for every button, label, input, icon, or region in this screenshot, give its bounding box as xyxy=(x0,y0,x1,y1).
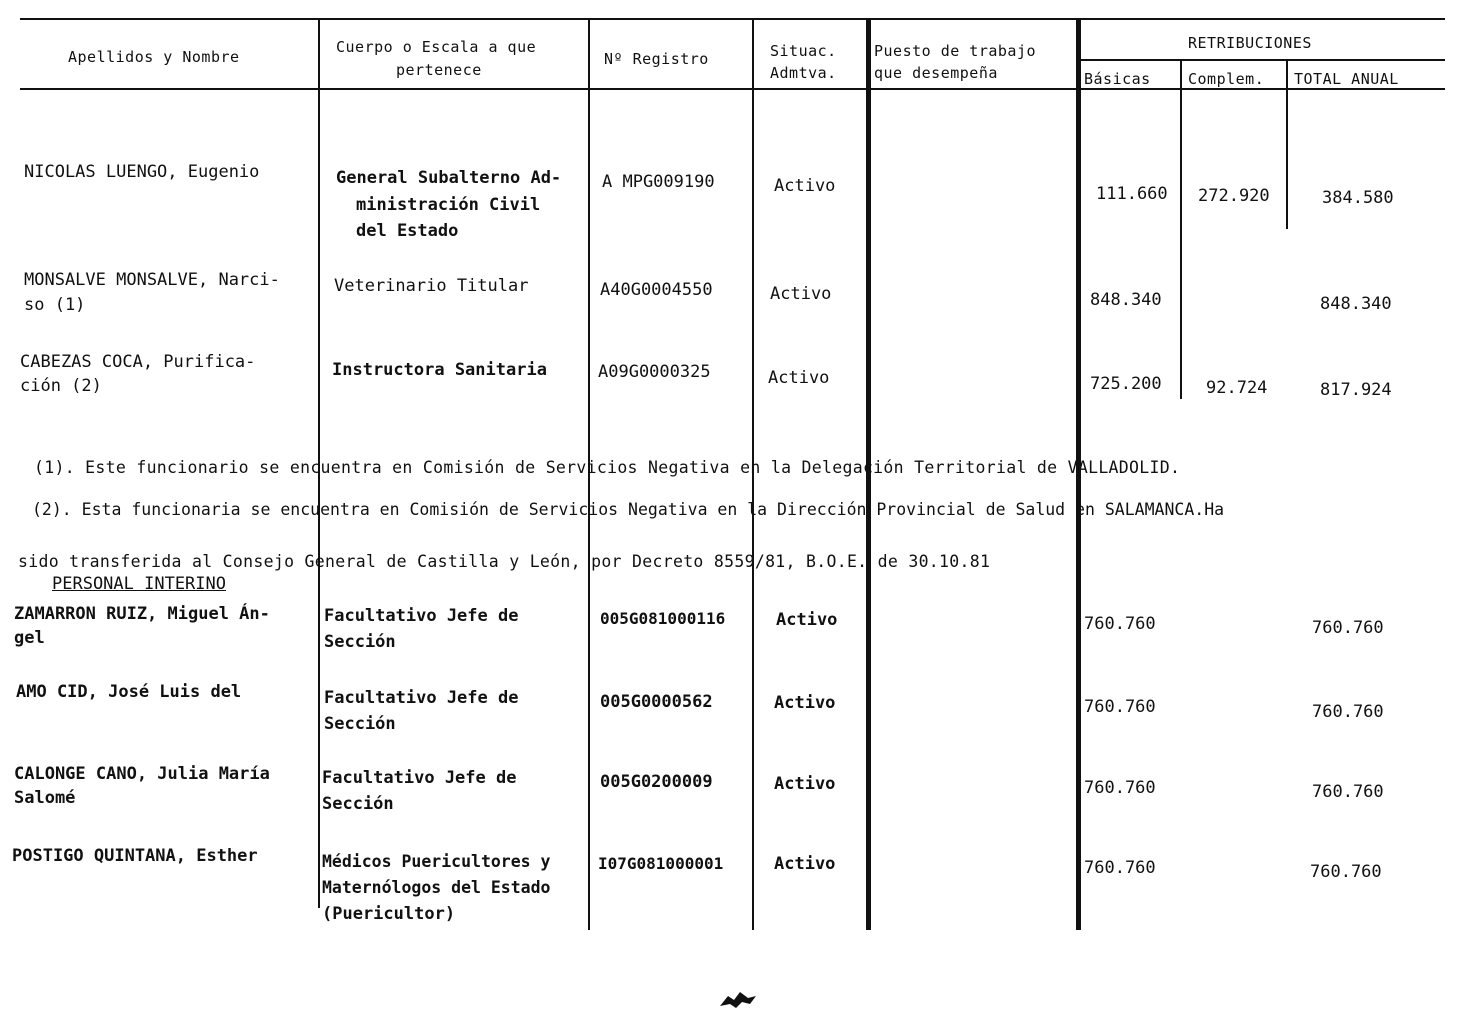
row1-total: 384.580 xyxy=(1322,188,1394,208)
interino4-basicas: 760.760 xyxy=(1084,858,1156,878)
header-complem: Complem. xyxy=(1188,70,1265,88)
row1-cuerpo-line2: ministración Civil xyxy=(356,195,541,215)
row1-situac: Activo xyxy=(774,176,836,196)
col-divider-6 xyxy=(1180,59,1182,399)
interino4-cuerpo-line3: (Puericultor) xyxy=(322,904,456,924)
row2-situac: Activo xyxy=(770,284,832,304)
interino2-total: 760.760 xyxy=(1312,702,1384,722)
interino3-basicas: 760.760 xyxy=(1084,778,1156,798)
header-basicas: Básicas xyxy=(1084,70,1151,88)
row3-registro: A09G0000325 xyxy=(598,362,711,382)
interino1-basicas: 760.760 xyxy=(1084,614,1156,634)
section-title: PERSONAL INTERINO xyxy=(52,574,226,594)
row2-total: 848.340 xyxy=(1320,294,1392,314)
interino4-registro: I07G081000001 xyxy=(598,854,724,873)
retribuciones-rule xyxy=(1080,59,1445,61)
note-1: (1). Este funcionario se encuentra en Comisión de Servicios Negativa en la Delegación Territorial de VALLADOLID. xyxy=(34,458,1181,477)
header-situac-line2: Admtva. xyxy=(770,64,837,82)
row1-name: NICOLAS LUENGO, Eugenio xyxy=(24,162,260,182)
row2-basicas: 848.340 xyxy=(1090,290,1162,310)
header-puesto-line2: que desempeña xyxy=(874,64,998,82)
row1-cuerpo-line1: General Subalterno Ad- xyxy=(336,168,562,188)
header-puesto-line1: Puesto de trabajo xyxy=(874,42,1037,60)
row3-complem: 92.724 xyxy=(1206,378,1268,398)
row2-cuerpo: Veterinario Titular xyxy=(334,276,529,296)
interino2-name: AMO CID, José Luis del xyxy=(16,682,242,702)
interino3-total: 760.760 xyxy=(1312,782,1384,802)
interino1-cuerpo-line1: Facultativo Jefe de xyxy=(324,606,519,626)
header-apellidos: Apellidos y Nombre xyxy=(68,48,240,66)
interino2-cuerpo-line1: Facultativo Jefe de xyxy=(324,688,519,708)
row3-name-line2: ción (2) xyxy=(20,376,102,396)
col-divider-7 xyxy=(1286,59,1288,229)
header-retribuciones: RETRIBUCIONES xyxy=(1188,34,1312,52)
row2-registro: A40G0004550 xyxy=(600,280,713,300)
header-cuerpo-line2: pertenece xyxy=(396,61,482,79)
row2-name-line1: MONSALVE MONSALVE, Narci- xyxy=(24,270,280,290)
interino3-name-line2: Salomé xyxy=(14,788,76,808)
row1-registro: A MPG009190 xyxy=(602,172,715,192)
interino3-name-line1: CALONGE CANO, Julia María xyxy=(14,764,270,784)
interino1-name-line1: ZAMARRON RUIZ, Miguel Án- xyxy=(14,604,270,624)
header-cuerpo-line1: Cuerpo o Escala a que xyxy=(336,38,537,56)
interino1-total: 760.760 xyxy=(1312,618,1384,638)
row3-cuerpo: Instructora Sanitaria xyxy=(332,360,547,380)
header-registro: Nº Registro xyxy=(604,50,709,68)
row1-basicas: 111.660 xyxy=(1096,184,1168,204)
interino4-cuerpo-line2: Maternólogos del Estado xyxy=(322,878,551,897)
header-situac-line1: Situac. xyxy=(770,42,837,60)
interino1-name-line2: gel xyxy=(14,628,45,648)
interino2-registro: 005G0000562 xyxy=(600,692,713,712)
interino3-registro: 005G0200009 xyxy=(600,772,713,792)
interino3-cuerpo-line2: Sección xyxy=(322,794,394,814)
row3-total: 817.924 xyxy=(1320,380,1392,400)
interino3-cuerpo-line1: Facultativo Jefe de xyxy=(322,768,517,788)
note-3: sido transferida al Consejo General de Castilla y León, por Decreto 8559/81, B.O.E. de 30.10.81 xyxy=(18,552,991,571)
interino4-name: POSTIGO QUINTANA, Esther xyxy=(12,846,258,866)
interino1-cuerpo-line2: Sección xyxy=(324,632,396,652)
note-2: (2). Esta funcionaria se encuentra en Comisión de Servicios Negativa en la Dirección Provincial de Salud en SALAMANCA.Ha xyxy=(32,500,1225,519)
header-total: TOTAL ANUAL xyxy=(1294,70,1399,88)
row2-name-line2: so (1) xyxy=(24,295,86,315)
ink-blot-icon xyxy=(718,990,758,1010)
interino2-cuerpo-line2: Sección xyxy=(324,714,396,734)
interino1-situac: Activo xyxy=(776,610,838,630)
row1-complem: 272.920 xyxy=(1198,186,1270,206)
interino1-registro: 005G081000116 xyxy=(600,609,726,628)
row1-cuerpo-line3: del Estado xyxy=(356,221,459,241)
interino4-situac: Activo xyxy=(774,854,836,874)
row3-basicas: 725.200 xyxy=(1090,374,1162,394)
interino4-total: 760.760 xyxy=(1310,862,1382,882)
row3-situac: Activo xyxy=(768,368,830,388)
header-bottom-rule xyxy=(20,88,1445,90)
interino2-situac: Activo xyxy=(774,693,836,713)
interino4-cuerpo-line1: Médicos Puericultores y xyxy=(322,852,551,871)
interino2-basicas: 760.760 xyxy=(1084,697,1156,717)
top-rule xyxy=(20,18,1445,20)
interino3-situac: Activo xyxy=(774,774,836,794)
row3-name-line1: CABEZAS COCA, Purifica- xyxy=(20,352,256,372)
